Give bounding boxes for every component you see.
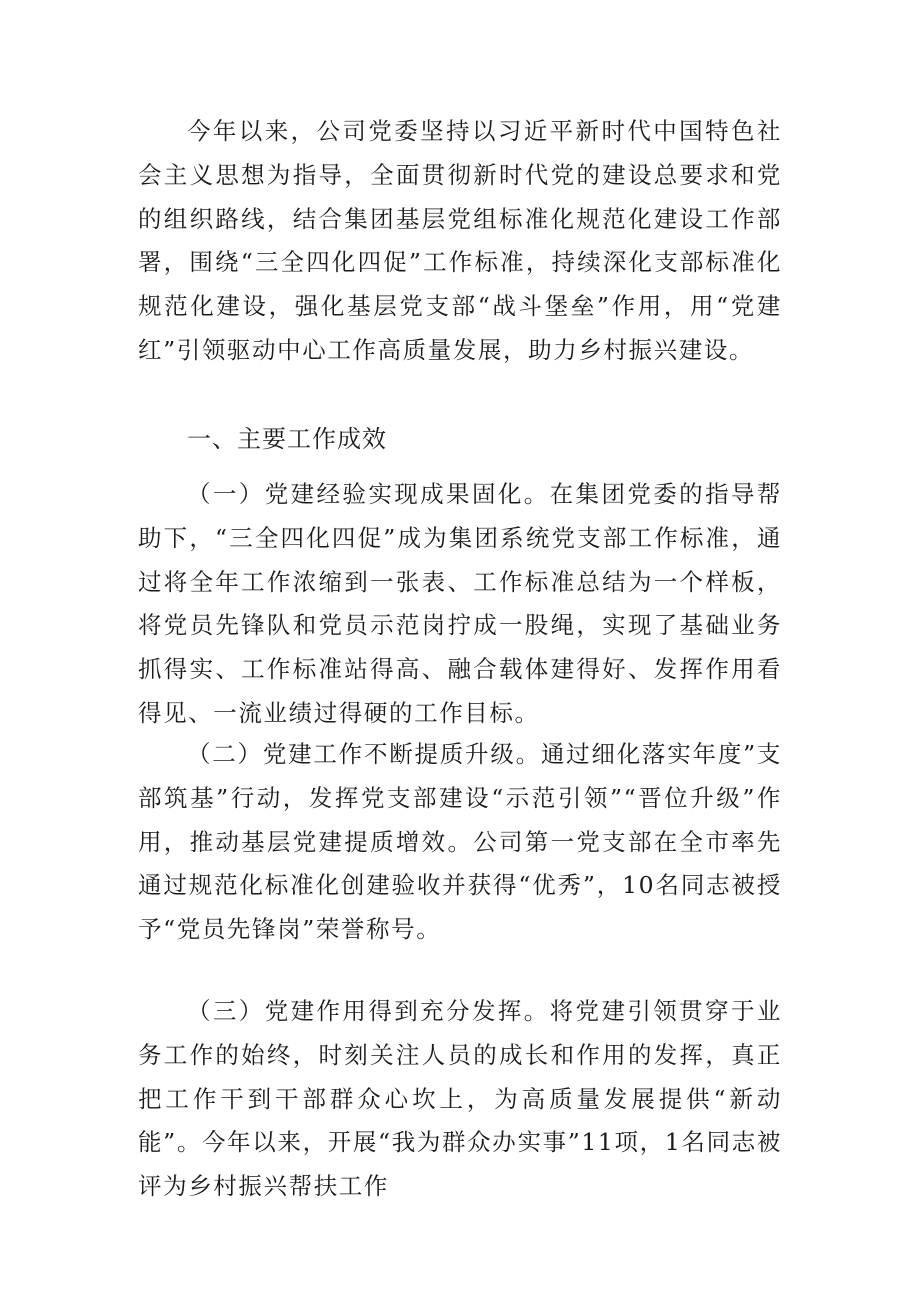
paragraph-achievement-3: （三）党建作用得到充分发挥。将党建引领贯穿于业务工作的始终，时刻关注人员的成长和作用的发挥，真正把工作干到干部群众心坎上，为高质量发展提供“新动能”。今年以来，开展“我为群众办实事”11项，1名同志被评为乡村振兴帮扶工作 — [138, 997, 782, 1201]
paragraph-achievement-1: （一）党建经验实现成果固化。在集团党委的指导帮助下，“三全四化四促”成为集团系统党支部工作标准，通过将全年工作浓缩到一张表、工作标准总结为一个样板，将党员先锋队和党员示范岗拧成一股绳，实现了基础业务抓得实、工作标准站得高、融合载体建得好、发挥作用看得见、一流业绩过得硬的工作目标。 — [138, 480, 782, 727]
intro-paragraph: 今年以来，公司党委坚持以习近平新时代中国特色社会主义思想为指导，全面贯彻新时代党的建设总要求和党的组织路线，结合集团基层党组标准化规范化建设工作部署，围绕“三全四化四促”工作标准，持续深化支部标准化规范化建设，强化基层党支部“战斗堡垒”作用，用“党建红”引领驱动中心工作高质量发展，助力乡村振兴建设。 — [138, 117, 782, 364]
paragraph-achievement-2: （二）党建工作不断提质升级。通过细化落实年度”支部筑基”行动，发挥党支部建设“示范引领”“晋位升级”作用，推动基层党建提质增效。公司第一党支部在全市率先通过规范化标准化创建验收并获得“优秀”，10名同志被授予“党员先锋岗”荣誉称号。 — [138, 740, 782, 944]
section-heading: 一、主要工作成效 — [187, 425, 387, 453]
